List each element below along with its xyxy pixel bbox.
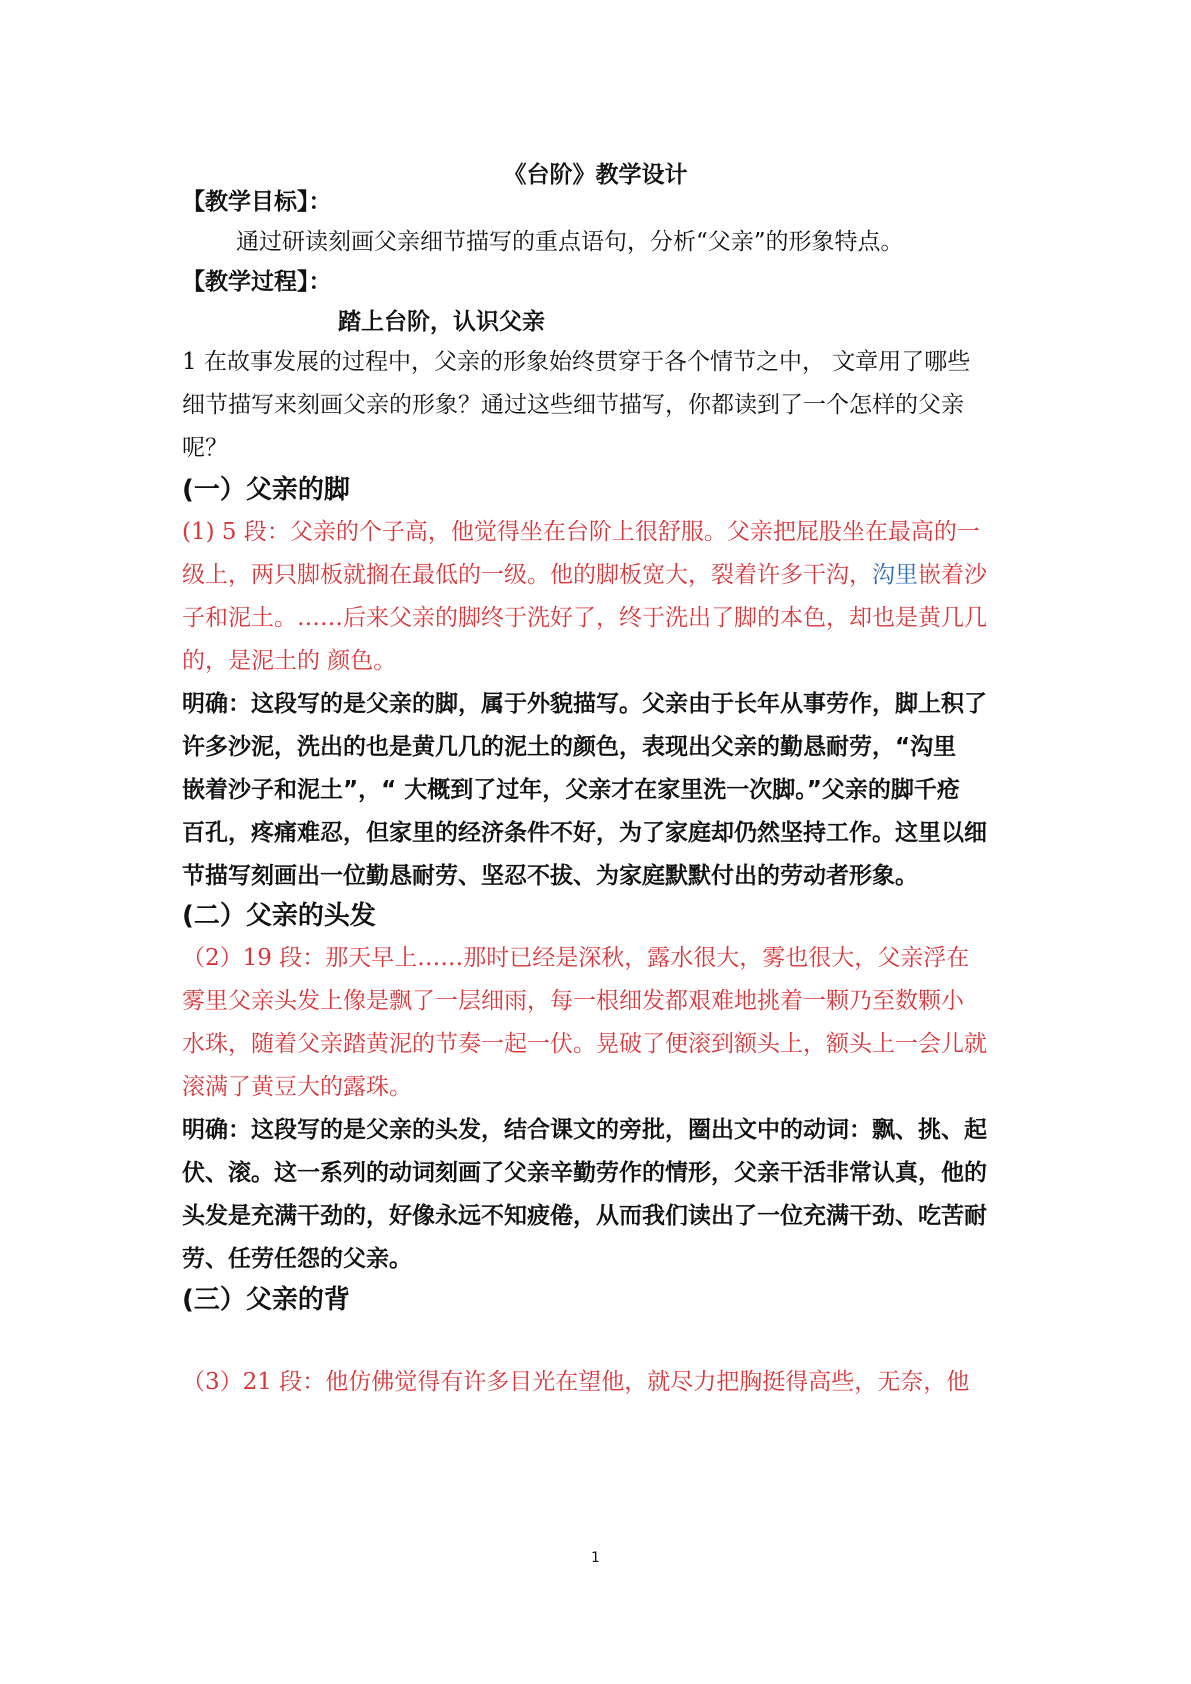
note-line: 节描写刻画出一位勤恳耐劳、坚忍不拔、为家庭默默付出的劳动者形象。 [182,863,918,889]
quote-line: 滚满了黄豆大的露珠。 [182,1074,412,1100]
quote-line: 水珠，随着父亲踏黄泥的节奏一起一伏。晃破了便滚到额头上，额头上一会儿就 [182,1031,987,1057]
section-subtitle: 踏上台阶，认识父亲 [338,309,545,335]
question-line: 呢？ [182,435,228,461]
document-title: 《台阶》教学设计 [503,162,688,188]
section-heading-feet: (一）父亲的脚 [182,475,350,505]
note-line: 明确：这段写的是父亲的脚，属于外貌描写。父亲由于长年从事劳作，脚上积了 [182,691,987,717]
quote-line: （2）19 段：那天早上……那时已经是深秋，露水很大，雾也很大，父亲浮在 [182,945,970,971]
page-number: 1 [591,1550,600,1566]
note-line: 伏、滚。这一系列的动词刻画了父亲辛勤劳作的情形，父亲干活非常认真，他的 [182,1160,987,1186]
quote-line: 的，是泥土的 颜色。 [182,648,397,674]
question-line: 细节描写来刻画父亲的形象？通过这些细节描写，你都读到了一个怎样的父亲 [182,392,964,418]
note-line: 百孔，疼痛难忍，但家里的经济条件不好，为了家庭却仍然坚持工作。这里以细 [182,820,987,846]
note-line: 嵌着沙子和泥土”，“ 大概到了过年，父亲才在家里洗一次脚。”父亲的脚千疮 [182,777,960,803]
quote-highlight: 沟里 [872,562,918,588]
quote-text: 级上，两只脚板就搁在最低的一级。他的脚板宽大，裂着许多干沟， [182,562,872,588]
quote-text: 嵌着沙 [918,562,987,588]
teaching-goal-label: 【教学目标】： [182,189,332,215]
question-line: 1 在故事发展的过程中，父亲的形象始终贯穿于各个情节之中， 文章用了哪些 [182,349,971,375]
note-line: 许多沙泥，洗出的也是黄几几的泥土的颜色，表现出父亲的勤恳耐劳，“沟里 [182,734,957,760]
teaching-process-label: 【教学过程】： [182,269,332,295]
teaching-goal-text: 通过研读刻画父亲细节描写的重点语句，分析“父亲”的形象特点。 [236,229,904,255]
note-line: 头发是充满干劲的，好像永远不知疲倦，从而我们读出了一位充满干劲、吃苦耐 [182,1203,987,1229]
section-heading-hair: (二）父亲的头发 [182,901,376,931]
note-line: 劳、任劳任怨的父亲。 [182,1246,412,1272]
quote-line [182,559,987,591]
quote-line: 子和泥土。……后来父亲的脚终于洗好了，终于洗出了脚的本色，却也是黄几几 [182,605,987,631]
quote-line: 雾里父亲头发上像是飘了一层细雨，每一根细发都艰难地挑着一颗乃至数颗小 [182,988,964,1014]
quote-line: （3）21 段：他仿佛觉得有许多目光在望他，就尽力把胸挺得高些，无奈，他 [182,1369,970,1395]
section-heading-back: (三）父亲的背 [182,1285,350,1315]
quote-line: (1) 5 段：父亲的个子高，他觉得坐在台阶上很舒服。父亲把屁股坐在最高的一 [182,519,980,545]
note-line: 明确：这段写的是父亲的头发，结合课文的旁批，圈出文中的动词：飘、挑、起 [182,1117,987,1143]
